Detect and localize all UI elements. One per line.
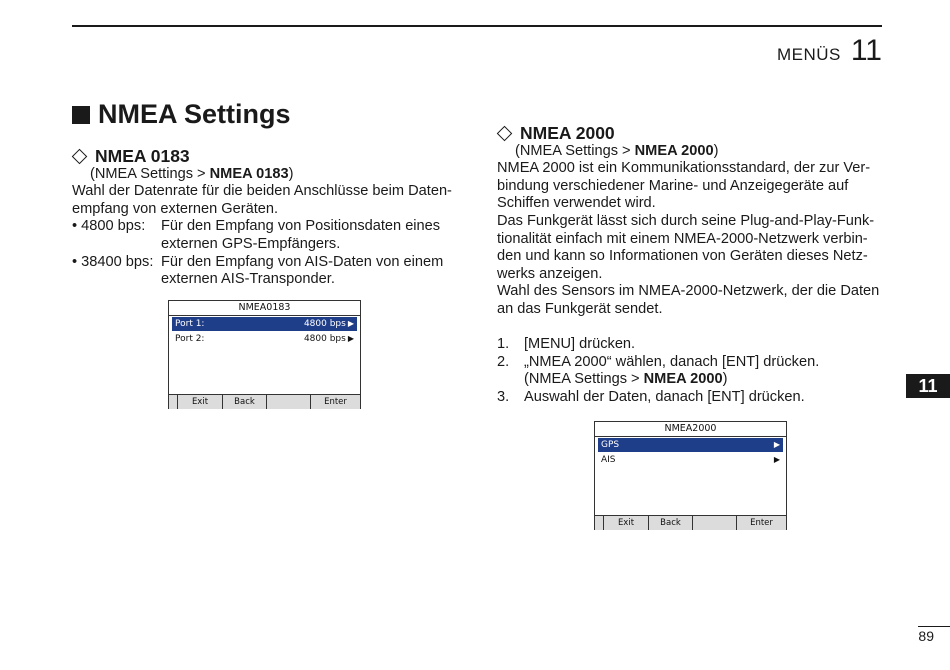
softkey-back[interactable]: Back: [223, 395, 267, 409]
screen-row-value: [304, 317, 354, 331]
section-title-text: NMEA Settings: [98, 99, 291, 129]
screen-row-ais[interactable]: [598, 453, 783, 467]
nmea2000-desc-line: Wahl des Sensors im NMEA-2000-Netzwerk, der die Daten: [497, 283, 880, 300]
nmea2000-desc-line: an das Funkgerät sendet.: [497, 300, 663, 317]
nmea2000-desc-line: NMEA 2000 ist ein Kommunikationsstandard, der zur Ver-: [497, 160, 871, 177]
step-number: 1.: [497, 336, 510, 353]
step-number: 3.: [497, 388, 510, 405]
bullet-item: [72, 218, 457, 253]
menu-path-bold: NMEA 2000: [634, 142, 714, 159]
screen-row-label: AIS: [601, 455, 616, 465]
menu-path-bold: NMEA 2000: [643, 371, 723, 388]
page-number-rule: [918, 626, 950, 627]
triangle-right-icon: ▶: [773, 440, 780, 449]
softkey-blank[interactable]: [693, 516, 737, 530]
nmea2000-desc-line: bindung verschiedener Marine- und Anzeigegeräte auf: [497, 177, 849, 194]
nmea0183-heading-text: NMEA 0183: [95, 146, 190, 166]
section-title: [72, 99, 291, 130]
chapter-title: MENÜS: [776, 45, 841, 64]
header-rule: [72, 25, 882, 27]
screen-row-value-text: 4800 bps: [303, 319, 346, 329]
bullet-item: [72, 254, 457, 289]
menu-path-suffix: ): [288, 165, 294, 182]
bullet-text-line: externen AIS-Transponder.: [161, 271, 335, 288]
softkey-back[interactable]: Back: [649, 516, 693, 530]
screen-row-gps[interactable]: [598, 438, 783, 452]
screen-title: NMEA0183: [169, 301, 360, 316]
menu-path-bold: NMEA 0183: [209, 165, 289, 182]
softkey-spacer: [595, 516, 604, 530]
step-text-line: „NMEA 2000“ wählen, danach [ENT] drücken.: [524, 353, 820, 370]
screen-softkeys: [169, 394, 360, 409]
bullet-text: [161, 218, 440, 253]
softkey-spacer: [169, 395, 178, 409]
menu-path-prefix: (NMEA Settings >: [90, 165, 210, 182]
chapter-side-tab: 11: [906, 374, 950, 398]
nmea2000-desc-line: den und kann so Informationen von Geräten dieses Netz-: [497, 248, 868, 265]
nmea2000-section: [497, 125, 887, 407]
triangle-right-icon: ▶: [347, 319, 354, 328]
menu-path-suffix: ): [722, 371, 728, 388]
nmea0183-section: [72, 148, 457, 289]
softkey-enter[interactable]: Enter: [750, 518, 773, 528]
page-number: 89: [918, 628, 934, 644]
screen-row-port2[interactable]: [172, 332, 357, 346]
step-item: [497, 389, 887, 407]
screen-row-value: [304, 332, 354, 346]
softkey-exit[interactable]: Exit: [604, 516, 649, 530]
bullet-label: • 4800 bps:: [72, 218, 146, 235]
nmea2000-desc-line: Das Funkgerät lässt sich durch seine Plug-and-Play-Funk-: [497, 212, 875, 229]
nmea2000-heading-text: NMEA 2000: [520, 123, 615, 143]
bullet-text-line: externen GPS-Empfängers.: [161, 235, 341, 252]
nmea2000-screen: [594, 421, 787, 530]
screen-row-label: GPS: [601, 440, 620, 450]
nmea2000-desc-line: werks anzeigen.: [497, 265, 603, 282]
menu-path-suffix: ): [713, 142, 719, 159]
screen-row-label: Port 1:: [175, 319, 205, 329]
bullet-text: [161, 254, 443, 289]
screen-title: NMEA2000: [595, 422, 786, 437]
chapter-number: 11: [850, 34, 882, 67]
step-text: Auswahl der Daten, danach [ENT] drücken.: [524, 388, 805, 405]
screen-row-value-text: 4800 bps: [303, 334, 346, 344]
screen-softkeys: [595, 515, 786, 530]
step-text: [MENU] drücken.: [524, 336, 636, 353]
nmea0183-heading: [72, 148, 457, 166]
chapter-header: [777, 34, 882, 68]
diamond-icon: [72, 149, 88, 165]
nmea2000-heading: [497, 125, 887, 143]
screen-row-port1[interactable]: [172, 317, 357, 331]
triangle-right-icon: ▶: [347, 334, 354, 343]
diamond-icon: [497, 126, 513, 142]
step-item: [497, 354, 887, 389]
menu-path-prefix: (NMEA Settings >: [515, 142, 635, 159]
step-text: [524, 354, 819, 389]
nmea0183-menu-path: [72, 166, 457, 184]
nmea0183-screen: [168, 300, 361, 409]
screen-row-label: Port 2:: [175, 334, 205, 344]
triangle-right-icon: ▶: [773, 455, 780, 464]
bullet-text-line: Für den Empfang von Positionsdaten eines: [161, 218, 441, 235]
nmea2000-menu-path: [497, 143, 887, 161]
step-item: [497, 336, 887, 354]
softkey-blank[interactable]: [267, 395, 311, 409]
softkey-exit[interactable]: Exit: [178, 395, 223, 409]
nmea2000-desc-line: tionalität einfach mit einem NMEA-2000-Netzwerk verbin-: [497, 230, 868, 247]
black-square-icon: [72, 106, 90, 124]
menu-path-prefix: (NMEA Settings >: [524, 371, 644, 388]
bullet-text-line: Für den Empfang von AIS-Daten von einem: [161, 253, 444, 270]
softkey-enter[interactable]: Enter: [324, 397, 347, 407]
nmea0183-desc-line: Wahl der Datenrate für die beiden Anschlüsse beim Daten-: [72, 183, 452, 200]
nmea0183-desc-line: empfang von externen Geräten.: [72, 200, 279, 217]
nmea2000-desc-line: Schiffen verwendet wird.: [497, 195, 656, 212]
step-number: 2.: [497, 353, 510, 370]
bullet-label: • 38400 bps:: [72, 253, 154, 270]
